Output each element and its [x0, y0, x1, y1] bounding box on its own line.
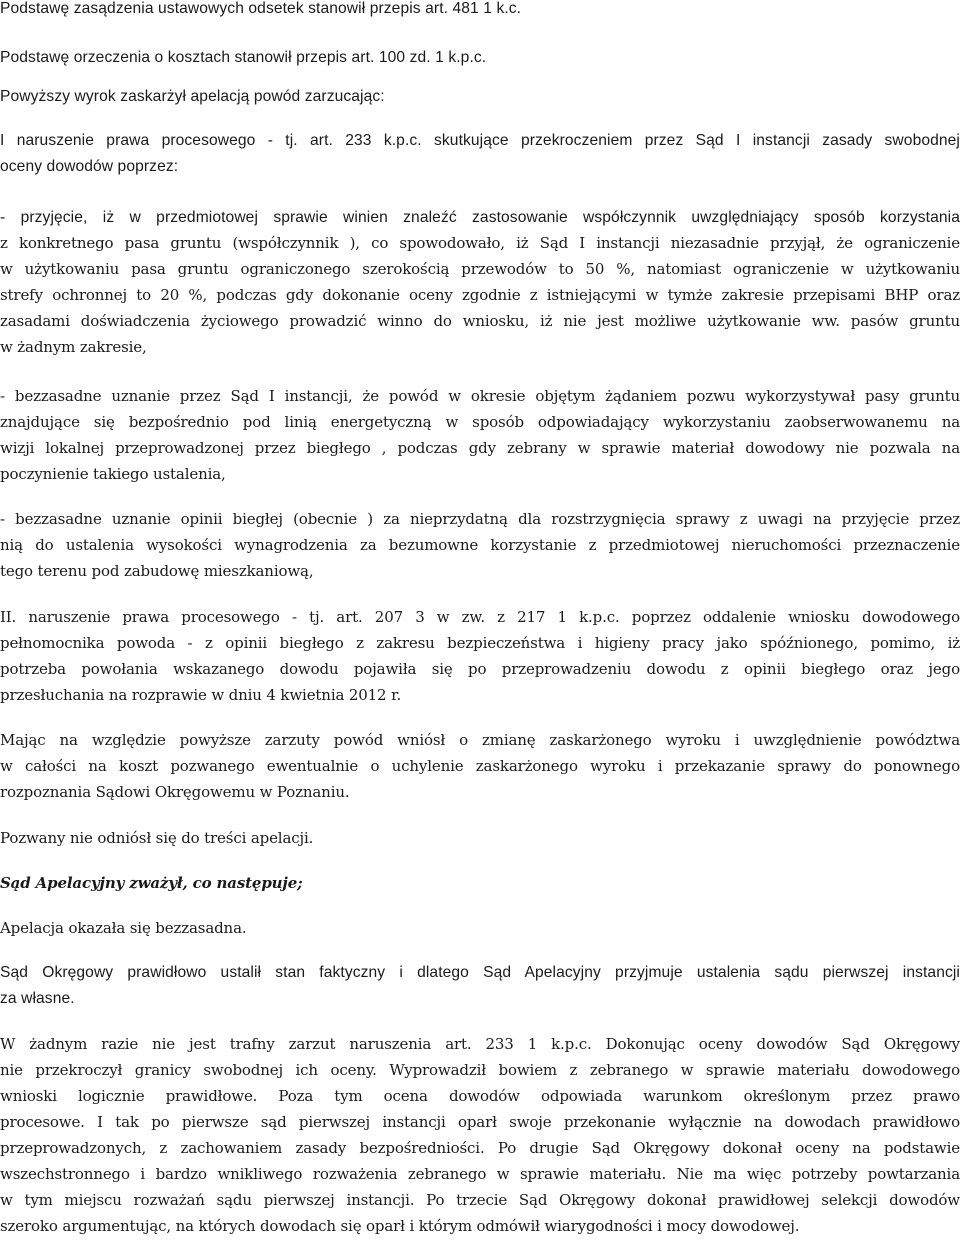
text-line: Pozwany nie odniósł się do treści apelacji. [0, 829, 314, 847]
text-line: w użytkowaniu pasa gruntu ograniczonego szerokością przewodów to 50 %, natomiast ograniczenie w użytkowaniu [0, 260, 960, 278]
text-line: w całości na koszt pozwanego ewentualnie o uchylenie zaskarżonego wyroku i przekazanie sprawy do ponownego [0, 757, 960, 775]
paragraph-point-coefficient [0, 205, 960, 231]
text-line: nie przekroczył granicy swobodnej ich oceny. Wyprowadził bowiem z zebranego w sprawie materiału dowodowego [0, 1061, 960, 1079]
paragraph-evidence-assessment [0, 1031, 960, 1239]
paragraph-appeal-demands [0, 727, 960, 805]
text-line: wizji lokalnej przeprowadzonej przez biegłego , podczas gdy zebrany w sprawie materiał dowodowy nie pozwala na [0, 439, 960, 457]
text-line: pełnomocnika powoda - z opinii biegłego z zakresu bezpieczeństwa i higieny pracy jako spóźnionego, pomimo, iż [0, 634, 960, 652]
text-line: Sąd Apelacyjny zważył, co następuje; [0, 874, 303, 892]
text-line: przeprowadzonych, z zachowaniem zasady bezpośredniości. Po drugie Sąd Okręgowy dokonał oceny na podstawie [0, 1139, 960, 1157]
text-line: nią do ustalenia wysokości wynagrodzenia za bezumowne korzystanie z przedmiotowej nieruchomości przeznaczenie [0, 536, 960, 554]
text-line: I naruszenie prawa procesowego - tj. art. 233 k.p.c. skutkujące przekroczeniem przez Sąd I instancji zasady swobodnej [0, 132, 960, 149]
paragraph-point-coefficient-cont [0, 230, 960, 360]
text-line: Apelacja okazała się bezzasadna. [0, 919, 247, 937]
text-line: tego terenu pod zabudowę mieszkaniową, [0, 562, 314, 580]
text-line: rozpoznania Sądowi Okręgowemu w Poznaniu. [0, 783, 350, 801]
text-line: z konkretnego pasa gruntu (współczynnik ), co spowodowało, iż Sąd I instancji niezasadnie przyjął, że ograniczenie [0, 234, 960, 252]
text-line: - przyjęcie, iż w przedmiotowej sprawie winien znaleźć zastosowanie współczynnik uwzględniający sposób korzystania [0, 209, 960, 226]
text-line: zasadami doświadczenia życiowego prowadzić winno do wniosku, iż nie jest możliwe użytkowanie ww. pasów gruntu [0, 312, 960, 330]
paragraph-point-expert-opinion [0, 506, 960, 584]
text-line: strefy ochronnej to 20 %, podczas gdy dokonanie oceny zgodnie z istniejącymi w tymże zakresie przepisami BHP oraz [0, 286, 960, 304]
text-line: - bezzasadne uznanie przez Sąd I instancji, że powód w okresie objętym żądaniem pozwu wykorzystywał pasy gruntu [0, 387, 960, 405]
text-line: procesowe. I tak po pierwsze sąd pierwszej instancji oparł swoje przekonanie wyłącznie na dowodach prawidłowo [0, 1113, 960, 1131]
paragraph-charge-two [0, 604, 960, 708]
paragraph-costs-basis [0, 45, 960, 71]
text-line: przesłuchania na rozprawie w dniu 4 kwietnia 2012 r. [0, 686, 402, 704]
text-line: Sąd Okręgowy prawidłowo ustalił stan faktyczny i dlatego Sąd Apelacyjny przyjmuje ustalenia sądu pierwszej instancji [0, 964, 960, 981]
paragraph-appeal-unfounded [0, 915, 960, 941]
text-line: oceny dowodów poprzez: [0, 158, 179, 175]
text-line: - bezzasadne uznanie opinii biegłej (obecnie ) za nieprzydatną dla rozstrzygnięcia sprawy z uwagi na przyjęcie przez [0, 510, 960, 528]
text-line: II. naruszenie prawa procesowego - tj. art. 207 3 w zw. z 217 1 k.p.c. poprzez oddalenie wniosku dowodowego [0, 608, 960, 626]
text-line: Mając na względzie powyższe zarzuty powód wniósł o zmianę zaskarżonego wyroku i uwzględnienie powództwa [0, 731, 960, 749]
paragraph-charge-one [0, 128, 960, 180]
text-line: za własne. [0, 990, 75, 1007]
text-line: Podstawę zasądzenia ustawowych odsetek stanowił przepis art. 481 1 k.c. [0, 0, 522, 17]
text-line: znajdujące się bezpośrednio pod linią energetyczną w sposób odpowiadający wykorzystaniu zaobserwowanemu na [0, 413, 960, 431]
text-line: wnioski logicznie prawidłowe. Poza tym ocena dowodów odpowiada warunkom określonym przez prawo [0, 1087, 960, 1105]
text-line: Podstawę orzeczenia o kosztach stanowił przepis art. 100 zd. 1 k.p.c. [0, 49, 487, 66]
text-line: potrzeba powołania wskazanego dowodu pojawiła się po przeprowadzeniu dowodu z opinii biegłego oraz jego [0, 660, 960, 678]
text-line: wszechstronnego i bardzo wnikliwego rozważenia zebranego w sprawie materiału. Nie ma więc potrzeby powtarzania [0, 1165, 960, 1183]
paragraph-interest-basis [0, 0, 960, 22]
text-line: poczynienie takiego ustalenia, [0, 465, 226, 483]
paragraph-point-land-use [0, 383, 960, 487]
paragraph-facts-accepted [0, 960, 960, 1012]
text-line: Powyższy wyrok zaskarżył apelacją powód zarzucając: [0, 88, 385, 105]
paragraph-appeal-intro [0, 84, 960, 110]
text-line: w tym miejscu rozważań sądu pierwszej instancji. Po trzecie Sąd Okręgowy dokonał prawidłowej selekcji dowodów [0, 1191, 960, 1209]
paragraph-defendant-response [0, 825, 960, 851]
text-line: w żadnym zakresie, [0, 338, 147, 356]
text-line: W żadnym razie nie jest trafny zarzut naruszenia art. 233 1 k.p.c. Dokonując oceny dowodów Sąd Okręgowy [0, 1035, 960, 1053]
section-heading-court-considered [0, 870, 960, 896]
text-line: szeroko argumentując, na których dowodach się oparł i którym odmówił wiarygodności i mocy dowodowej. [0, 1217, 800, 1235]
